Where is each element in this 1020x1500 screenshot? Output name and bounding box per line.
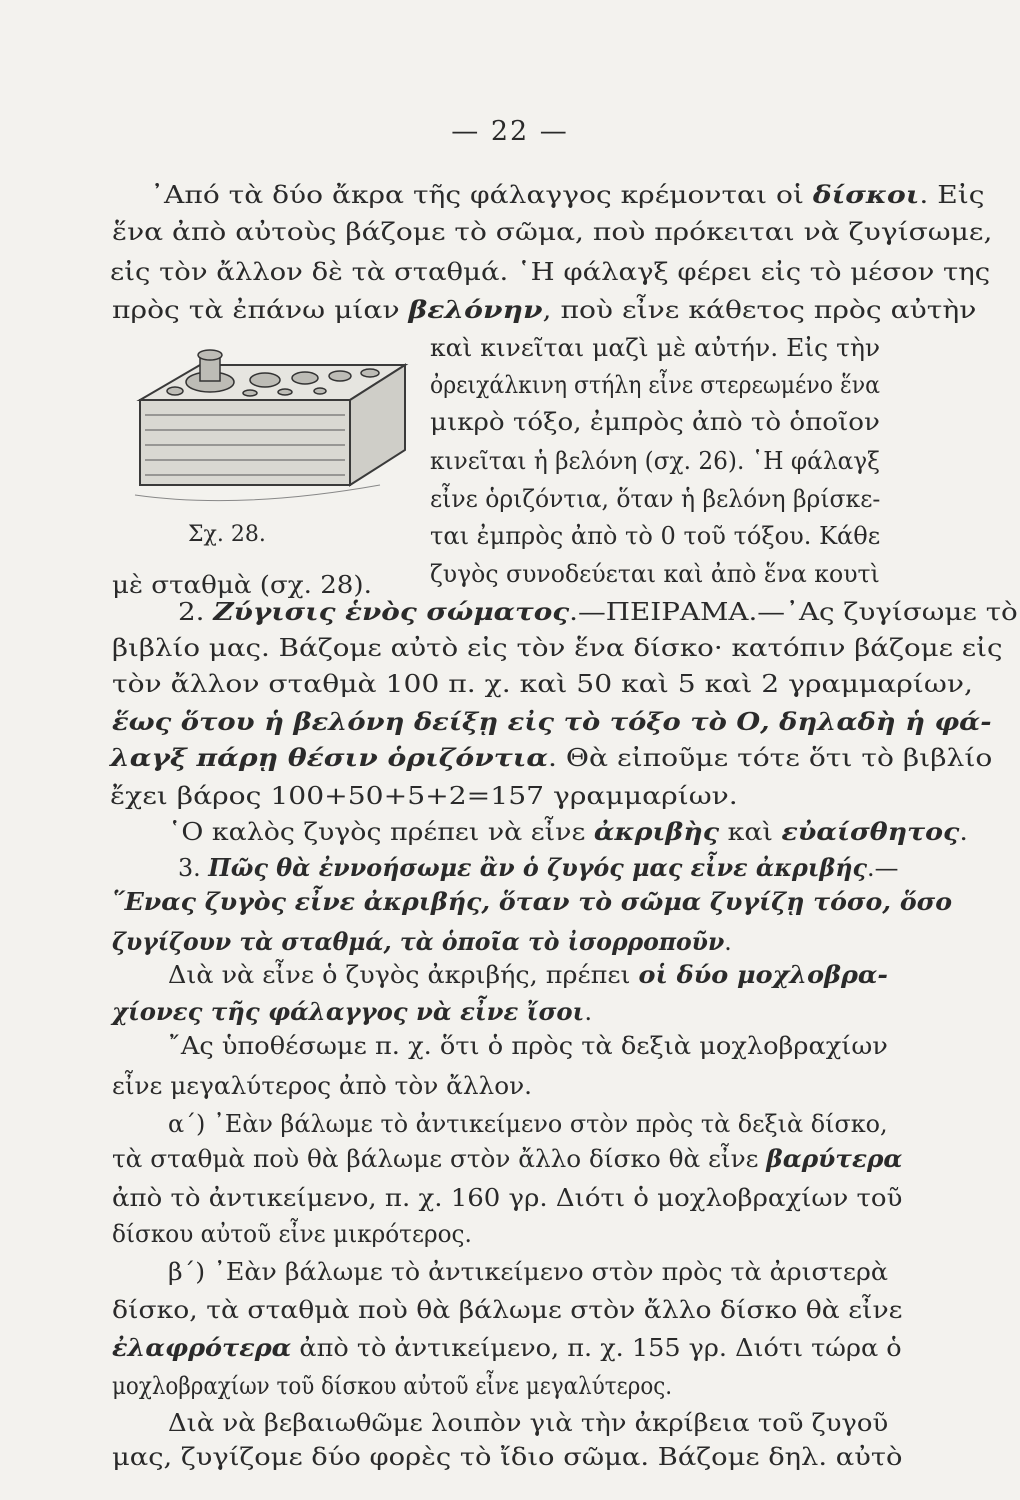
text-line [112,1442,903,1471]
text-run: δίσκου αὐτοῦ εἶνε μικρότερος. [112,1219,472,1248]
text-run: βιβλίο μας. Βάζομε αὐτὸ εἰς τὸν ἕνα δίσκο· κατόπιν βάζομε εἰς [112,633,1003,662]
text-run: μας, ζυγίζομε δύο φορὲς τὸ ἴδιο σῶμα. Βάζομε δηλ. αὐτὸ [112,1442,903,1471]
text-run: ὀρειχάλκινη στήλη εἶνε στερεωμένο ἕνα [430,370,880,399]
text-run: μικρὸ τόξο, ἐμπρὸς ἀπὸ τὸ ὁποῖον [430,407,880,436]
text-line [112,927,732,956]
text-line [430,446,880,475]
emphasis-text: Ζύγισις ἑνὸς σώματος [213,597,570,626]
text-line [168,1408,889,1437]
text-run: , ποὺ εἶνε κάθετος πρὸς αὐτὴν [542,295,977,324]
emphasis-text: χίονες τῆς φάλαγγος νὰ εἶνε ἴσοι [112,997,585,1026]
text-run: ῎Ας ὑποθέσωμε π. χ. ὅτι ὁ πρὸς τὰ δεξιὰ μοχλοβραχίων [168,1031,888,1060]
text-run: κινεῖται ἡ βελόνη (σχ. 26). ῾Η φάλαγξ [430,446,880,475]
text-line [110,781,738,810]
text-run: ἀπὸ τὸ ἀντικείμενο, π. χ. 160 γρ. Διότι ὁ μοχλοβραχίων τοῦ [112,1183,903,1212]
text-run: 2. [178,597,214,626]
text-line [168,1257,888,1286]
text-run: Διὰ νὰ εἶνε ὁ ζυγὸς ἀκριβής, πρέπει [168,960,639,989]
text-run: ζυγὸς συνοδεύεται καὶ ἀπὸ ἕνα κουτὶ [430,559,880,588]
text-line [168,960,888,989]
text-line [430,407,880,436]
text-line [430,484,881,513]
emphasis-text: ῞Ενας ζυγὸς εἶνε ἀκριβής, ὅταν τὸ σῶμα ζυγίζῃ τόσο, ὅσο [112,887,952,916]
text-run: μὲ σταθμὰ (σχ. 28). [112,570,372,599]
emphasis-text: δίσκοι [812,180,920,209]
text-run: καὶ [719,817,782,846]
text-line [112,1333,902,1362]
text-run: ᾽Από τὰ δύο ἄκρα τῆς φάλαγγος κρέμονται οἱ [150,180,813,209]
text-run: τὰ σταθμὰ ποὺ θὰ βάλωμε στὸν ἄλλο δίσκο θὰ εἶνε [112,1144,767,1173]
text-run: . [724,927,732,956]
emphasis-text: ζυγίζουν τὰ σταθμά, τὰ ὁποῖα τὸ ἰσορροποῦν [112,927,725,956]
text-line [112,1371,673,1400]
text-line [178,597,1018,626]
text-line [112,1219,472,1248]
text-run: .—ΠΕΙΡΑΜΑ.—᾽Ας ζυγίσωμε τὸ [569,597,1018,626]
text-run: πρὸς τὰ ἐπάνω μίαν [112,295,409,324]
emphasis-text: εὐαίσθητος [781,817,960,846]
emphasis-text: ἐλαφρότερα [112,1333,292,1362]
text-line [178,853,899,882]
text-run: . Εἰς [919,180,985,209]
figure-caption: Σχ. 28. [188,522,266,547]
emphasis-text: οἱ δύο μοχλοβρα- [638,960,888,989]
text-line [112,997,593,1026]
text-line [150,180,985,209]
emphasis-text: ἕως ὅτου ἡ βελόνη δείξῃ εἰς τὸ τόξο τὸ Ο, δηλαδὴ ἡ φά- [112,707,992,736]
text-line [112,217,993,246]
text-line [430,559,880,588]
text-line [112,633,1003,662]
text-line [168,817,968,846]
text-run: ῾Ο καλὸς ζυγὸς πρέπει νὰ εἶνε [168,817,594,846]
text-line [112,1144,903,1173]
text-run: β΄) ᾽Εὰν βάλωμε τὸ ἀντικείμενο στὸν πρὸς τὰ ἀριστερὰ [168,1257,888,1286]
text-line [112,1295,903,1324]
text-line [112,707,992,736]
text-line [110,743,993,772]
text-line [112,887,952,916]
page-number: — 22 — [451,116,569,147]
text-run: Διὰ νὰ βεβαιωθῶμε λοιπὸν γιὰ τὴν ἀκρίβεια τοῦ ζυγοῦ [168,1408,889,1437]
text-line [430,521,881,550]
text-line [112,570,372,599]
text-line [112,669,973,698]
text-line [112,1071,533,1100]
weight-box-illustration [120,335,410,525]
text-run: μοχλοβραχίων τοῦ δίσκου αὐτοῦ εἶνε μεγαλύτερος. [112,1371,673,1400]
text-line [112,1183,903,1212]
emphasis-text: ἀκριβὴς [593,817,720,846]
emphasis-text: βαρύτερα [766,1144,903,1173]
text-run: καὶ κινεῖται μαζὶ μὲ αὐτήν. Εἰς τὴν [430,333,881,362]
text-line [168,1031,888,1060]
text-line [430,370,880,399]
text-run: . [959,817,968,846]
text-run: ται ἐμπρὸς ἀπὸ τὸ 0 τοῦ τόξου. Κάθε [430,521,881,550]
emphasis-text: λαγξ πάρῃ θέσιν ὁριζόντια [110,743,549,772]
text-line [110,257,991,286]
text-line [112,295,977,324]
text-run: . [584,997,593,1026]
text-run: ἀπὸ τὸ ἀντικείμενο, π. χ. 155 γρ. Διότι τώρα ὁ [291,1333,902,1362]
text-run: ἔχει βάρος 100+50+5+2=157 γραμμαρίων. [110,781,738,810]
text-run: τὸν ἄλλον σταθμὰ 100 π. χ. καὶ 50 καὶ 5 καὶ 2 γραμμαρίων, [112,669,973,698]
text-line [168,1109,888,1138]
emphasis-text: Πῶς θὰ ἐννοήσωμε ἂν ὁ ζυγός μας εἶνε ἀκριβής [208,853,868,882]
text-run: εἶνε ὁριζόντια, ὅταν ἡ βελόνη βρίσκε- [430,484,881,513]
text-run: εἶνε μεγαλύτερος ἀπὸ τὸν ἄλλον. [112,1071,533,1100]
text-line [430,333,881,362]
text-run: α΄) ᾽Εὰν βάλωμε τὸ ἀντικείμενο στὸν πρὸς τὰ δεξιὰ δίσκο, [168,1109,888,1138]
text-run: ἕνα ἀπὸ αὐτοὺς βάζομε τὸ σῶμα, ποὺ πρόκειται νὰ ζυγίσωμε, [112,217,993,246]
text-run: 3. [178,853,209,882]
text-run: . Θὰ εἰποῦμε τότε ὅτι τὸ βιβλίο [548,743,993,772]
emphasis-text: βελόνην [408,295,543,324]
text-run: εἰς τὸν ἄλλον δὲ τὰ σταθμά. ῾Η φάλαγξ φέρει εἰς τὸ μέσον της [110,257,991,286]
text-run: .— [867,853,899,882]
text-run: δίσκο, τὰ σταθμὰ ποὺ θὰ βάλωμε στὸν ἄλλο δίσκο θὰ εἶνε [112,1295,903,1324]
